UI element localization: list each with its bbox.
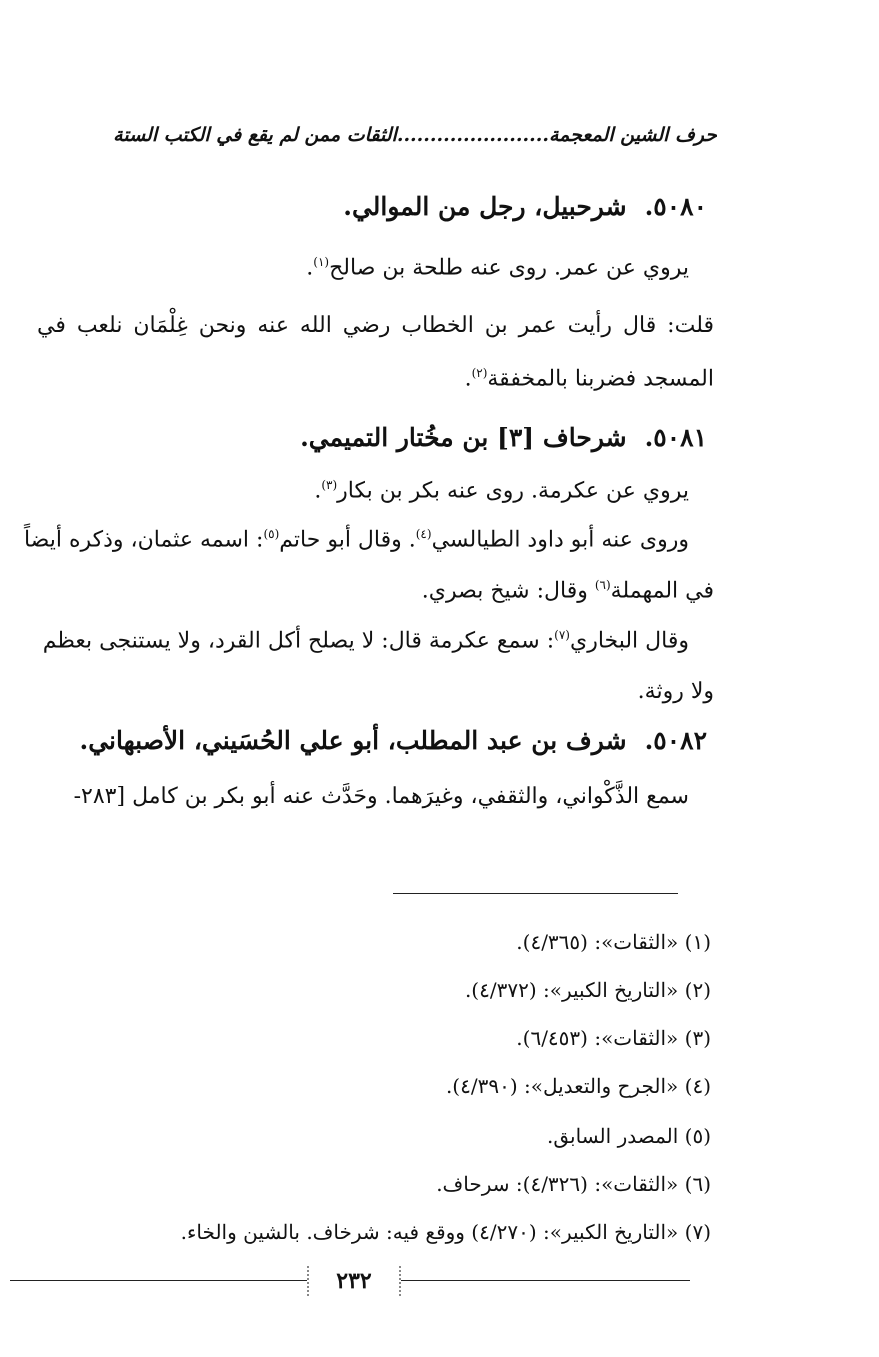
line-text: يروي عن عمر. روى عنه طلحة بن صالح (329, 255, 689, 281)
text-line (24, 527, 689, 552)
line-text: وروى عنه أبو داود الطيالسي (431, 527, 689, 553)
line-text: وقال البخاري (569, 628, 689, 654)
text-line (37, 313, 714, 338)
footnote: (٦) «الثقات»: (٤/٣٢٦): سرحاف. (436, 1172, 711, 1196)
entry-title-5080 (343, 192, 707, 221)
entry-number: ٥٠٨٢. (644, 726, 707, 755)
entry-name: شرحاف [٣] بن مخُتار التميمي. (300, 423, 627, 452)
entry-number: ٥٠٨١. (644, 423, 707, 452)
footnote: (٢) «التاريخ الكبير»: (٤/٣٧٢). (464, 978, 711, 1002)
footnote: (٥) المصدر السابق. (547, 1124, 711, 1148)
line-text: قلت: قال رأيت عمر بن الخطاب رضي الله عنه ونحن غِلْمَان نلعب في (37, 313, 714, 338)
footnote-ref: (٤) (415, 527, 432, 541)
footnote: (٣) «الثقات»: (٦/٤٥٣). (516, 1026, 711, 1050)
footnote-ref: (٣) (321, 478, 338, 492)
running-header: حرف الشين المعجمة.......................الثقات ممن لم يقع في الكتب الستة (113, 124, 717, 146)
footnote-ref: (١) (313, 255, 330, 269)
text-line (314, 478, 689, 503)
line-tail: . وقال أبو حاتم (279, 527, 416, 553)
line-text: المسجد فضربنا بالمخفقة (487, 366, 714, 392)
entry-title-5081 (300, 423, 707, 452)
footnote: (٤) «الجرح والتعديل»: (٤/٣٩٠). (445, 1074, 711, 1098)
line-tail: : اسمه عثمان، وذكره أيضاً (23, 527, 264, 553)
line-tail: . (314, 478, 322, 504)
line-text: سمع الذَّكْواني، والثقفي، وغيرَهما. وحَدَّث عنه أبو بكر بن كامل [٢٨٣- (73, 784, 689, 809)
line-tail: . (306, 255, 314, 281)
text-line (465, 366, 714, 391)
text-line (74, 784, 689, 809)
entry-name: شرحبيل، رجل من الموالي. (343, 192, 627, 221)
footnote-separator (393, 893, 678, 894)
footnote-ref: (٥) (263, 527, 280, 541)
entry-number: ٥٠٨٠. (644, 192, 707, 221)
line-text: ولا روثة. (637, 679, 714, 704)
footnote-ref: (٢) (471, 366, 488, 380)
footnote-ref: (٦) (594, 578, 611, 592)
footnote-ref: (٧) (554, 628, 570, 642)
entry-title-5082 (80, 726, 707, 755)
footnote: (١) «الثقات»: (٤/٣٦٥). (516, 930, 711, 954)
text-line (422, 578, 714, 603)
line-text: يروي عن عكرمة. روى عنه بكر بن بكار (337, 478, 689, 504)
text-line (638, 679, 714, 704)
page-number: ٢٣٢ (307, 1266, 401, 1296)
text-line (306, 255, 689, 280)
line-tail: وقال: شيخ بصري. (421, 578, 595, 604)
line-tail: : سمع عكرمة قال: لا يصلح أكل القرد، ولا يستنجى بعظم (42, 628, 555, 654)
line-text: في المهملة (610, 578, 714, 604)
footnote: (٧) «التاريخ الكبير»: (٤/٢٧٠) ووقع فيه: شرخاف. بالشين والخاء. (180, 1220, 711, 1244)
entry-name: شرف بن عبد المطلب، أبو علي الحُسَيني، الأصبهاني. (79, 726, 627, 755)
line-tail: . (464, 366, 472, 392)
text-line (43, 628, 689, 653)
